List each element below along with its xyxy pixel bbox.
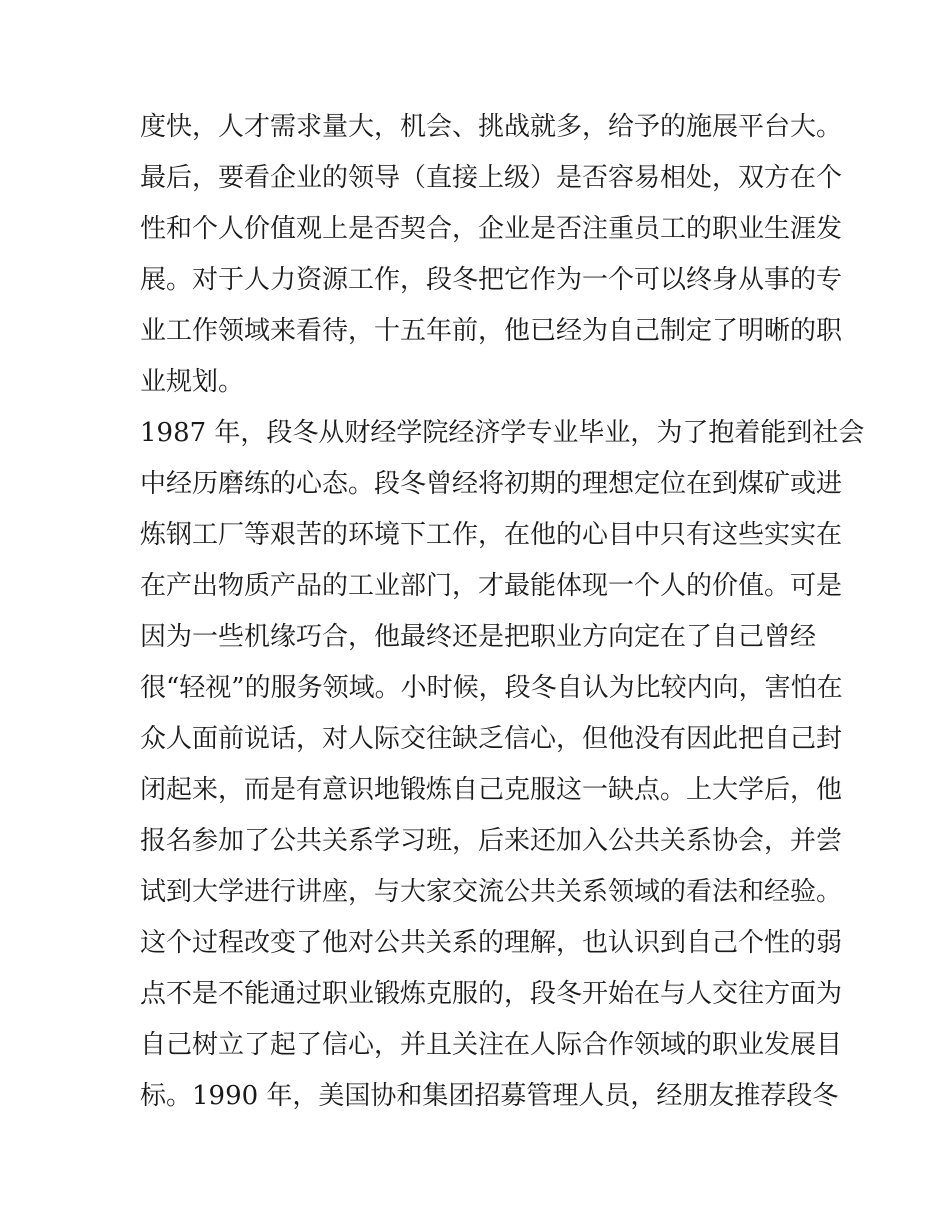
text-line: 试到大学进行讲座，与大家交流公共关系领域的看法和经验。 bbox=[140, 877, 843, 907]
text-line: 因为一些机缘巧合，他最终还是把职业方向定在了自己曾经 bbox=[140, 622, 817, 652]
body-text bbox=[140, 102, 865, 1122]
text-line: 这个过程改变了他对公共关系的理解，也认识到自己个性的弱 bbox=[140, 928, 843, 958]
text-line: 众人面前说话，对人际交往缺乏信心，但他没有因此把自己封 bbox=[140, 724, 843, 754]
text-line: 度快，人才需求量大，机会、挑战就多，给予的施展平台大。 bbox=[140, 112, 843, 142]
text-line: 在产出物质产品的工业部门，才最能体现一个人的价值。可是 bbox=[140, 571, 843, 601]
text-line: 展。对于人力资源工作，段冬把它作为一个可以终身从事的专 bbox=[140, 265, 843, 295]
text-line: 标。1990 年，美国协和集团招募管理人员，经朋友推荐段冬 bbox=[140, 1081, 839, 1111]
text-line: 业规划。 bbox=[140, 367, 245, 397]
text-line: 业工作领域来看待，十五年前，他已经为自己制定了明晰的职 bbox=[140, 316, 843, 346]
text-line: 闭起来，而是有意识地锻炼自己克服这一缺点。上大学后，他 bbox=[140, 775, 843, 805]
text-line: 炼钢工厂等艰苦的环境下工作，在他的心目中只有这些实实在 bbox=[140, 520, 843, 550]
text-line: 自己树立了起了信心，并且关注在人际合作领域的职业发展目 bbox=[140, 1030, 843, 1060]
text-line: 报名参加了公共关系学习班，后来还加入公共关系协会，并尝 bbox=[140, 826, 843, 856]
text-line: 点不是不能通过职业锻炼克服的，段冬开始在与人交往方面为 bbox=[140, 979, 843, 1009]
text-line: 1987 年，段冬从财经学院经济学专业毕业，为了抱着能到社会 bbox=[140, 418, 865, 448]
text-line: 性和个人价值观上是否契合，企业是否注重员工的职业生涯发 bbox=[140, 214, 843, 244]
text-line: 中经历磨练的心态。段冬曾经将初期的理想定位在到煤矿或进 bbox=[140, 469, 843, 499]
text-line: 很“轻视”的服务领域。小时候，段冬自认为比较内向，害怕在 bbox=[140, 673, 843, 703]
text-line: 最后，要看企业的领导（直接上级）是否容易相处，双方在个 bbox=[140, 163, 843, 193]
